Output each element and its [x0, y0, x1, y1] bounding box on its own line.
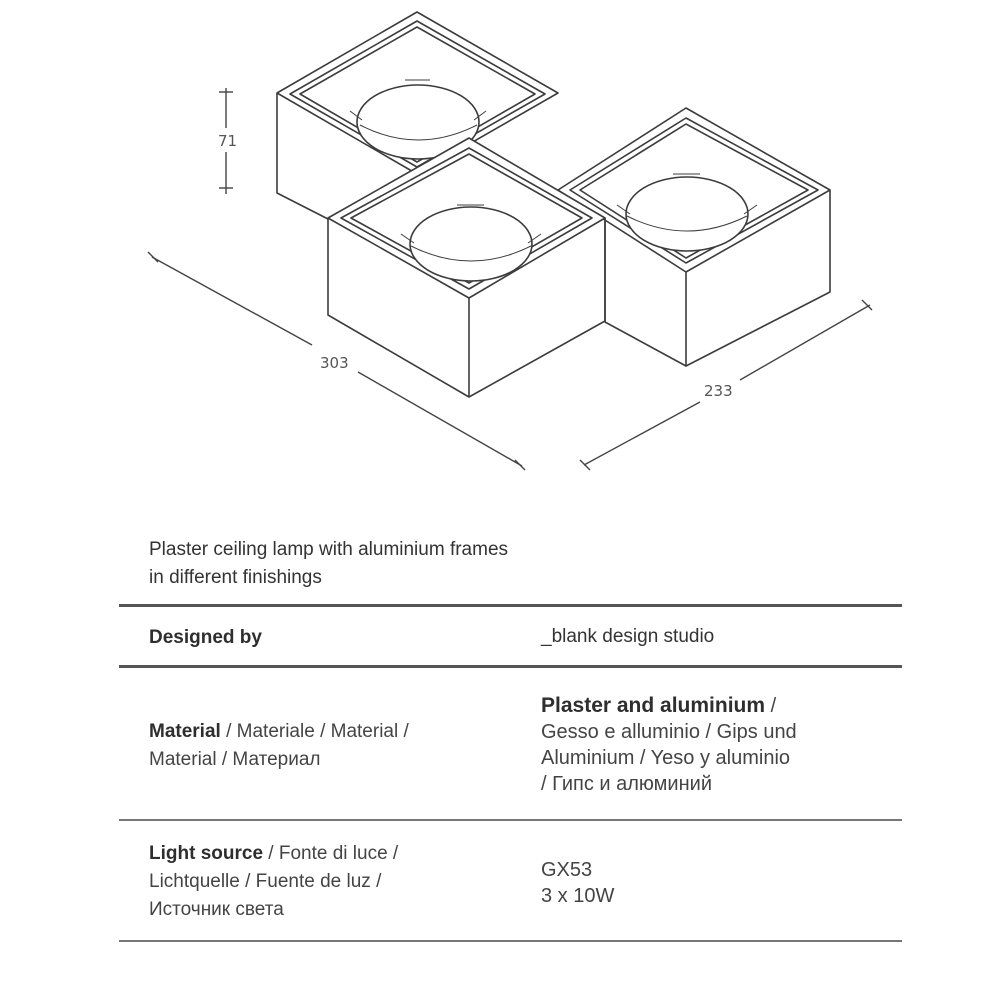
designer-value: _blank design studio: [541, 626, 715, 647]
designer-label: Designed by: [149, 627, 262, 648]
material-value-main: Plaster and aluminium: [541, 694, 766, 717]
lamp-module-right: [558, 108, 830, 366]
table-rule-2: [119, 665, 902, 668]
light-source-label-line2: Lichtquelle / Fuente de luz /: [149, 871, 382, 892]
material-value-line2: Gesso e alluminio / Gips und: [541, 721, 797, 743]
light-source-label-rest: / Fonte di luce /: [263, 843, 399, 864]
light-source-value-line2: 3 x 10W: [541, 885, 615, 907]
description-line-2: in different finishings: [149, 567, 322, 588]
light-source-label-main: Light source: [149, 843, 264, 864]
table-top-rule: [119, 604, 902, 607]
material-value-line3: Aluminium / Yeso y aluminio: [541, 747, 791, 769]
dim-height-label: 71: [218, 132, 238, 150]
dim-depth-label: 233: [704, 382, 733, 400]
product-description: [149, 536, 508, 592]
light-source-value-line1: GX53: [541, 859, 593, 881]
table-bottom-rule: [119, 940, 902, 942]
material-label: [149, 718, 409, 774]
lamp-module-front: [328, 138, 605, 397]
light-source-label-line3: Источник света: [149, 899, 284, 920]
table-rule-3: [119, 819, 902, 821]
description-line-1: Plaster ceiling lamp with aluminium frames: [149, 539, 509, 560]
light-source-label: [149, 840, 398, 924]
dim-length-label: 303: [320, 354, 349, 372]
material-value: [541, 693, 797, 797]
material-value-line4: / Гипс и алюминий: [541, 773, 712, 795]
material-label-line2: Material / Материал: [149, 749, 321, 770]
material-label-main: Material: [149, 721, 221, 742]
dimension-lines: [148, 88, 872, 470]
light-source-value: [541, 857, 614, 909]
material-value-sep: /: [765, 695, 777, 717]
material-label-rest: / Materiale / Material /: [220, 721, 409, 742]
